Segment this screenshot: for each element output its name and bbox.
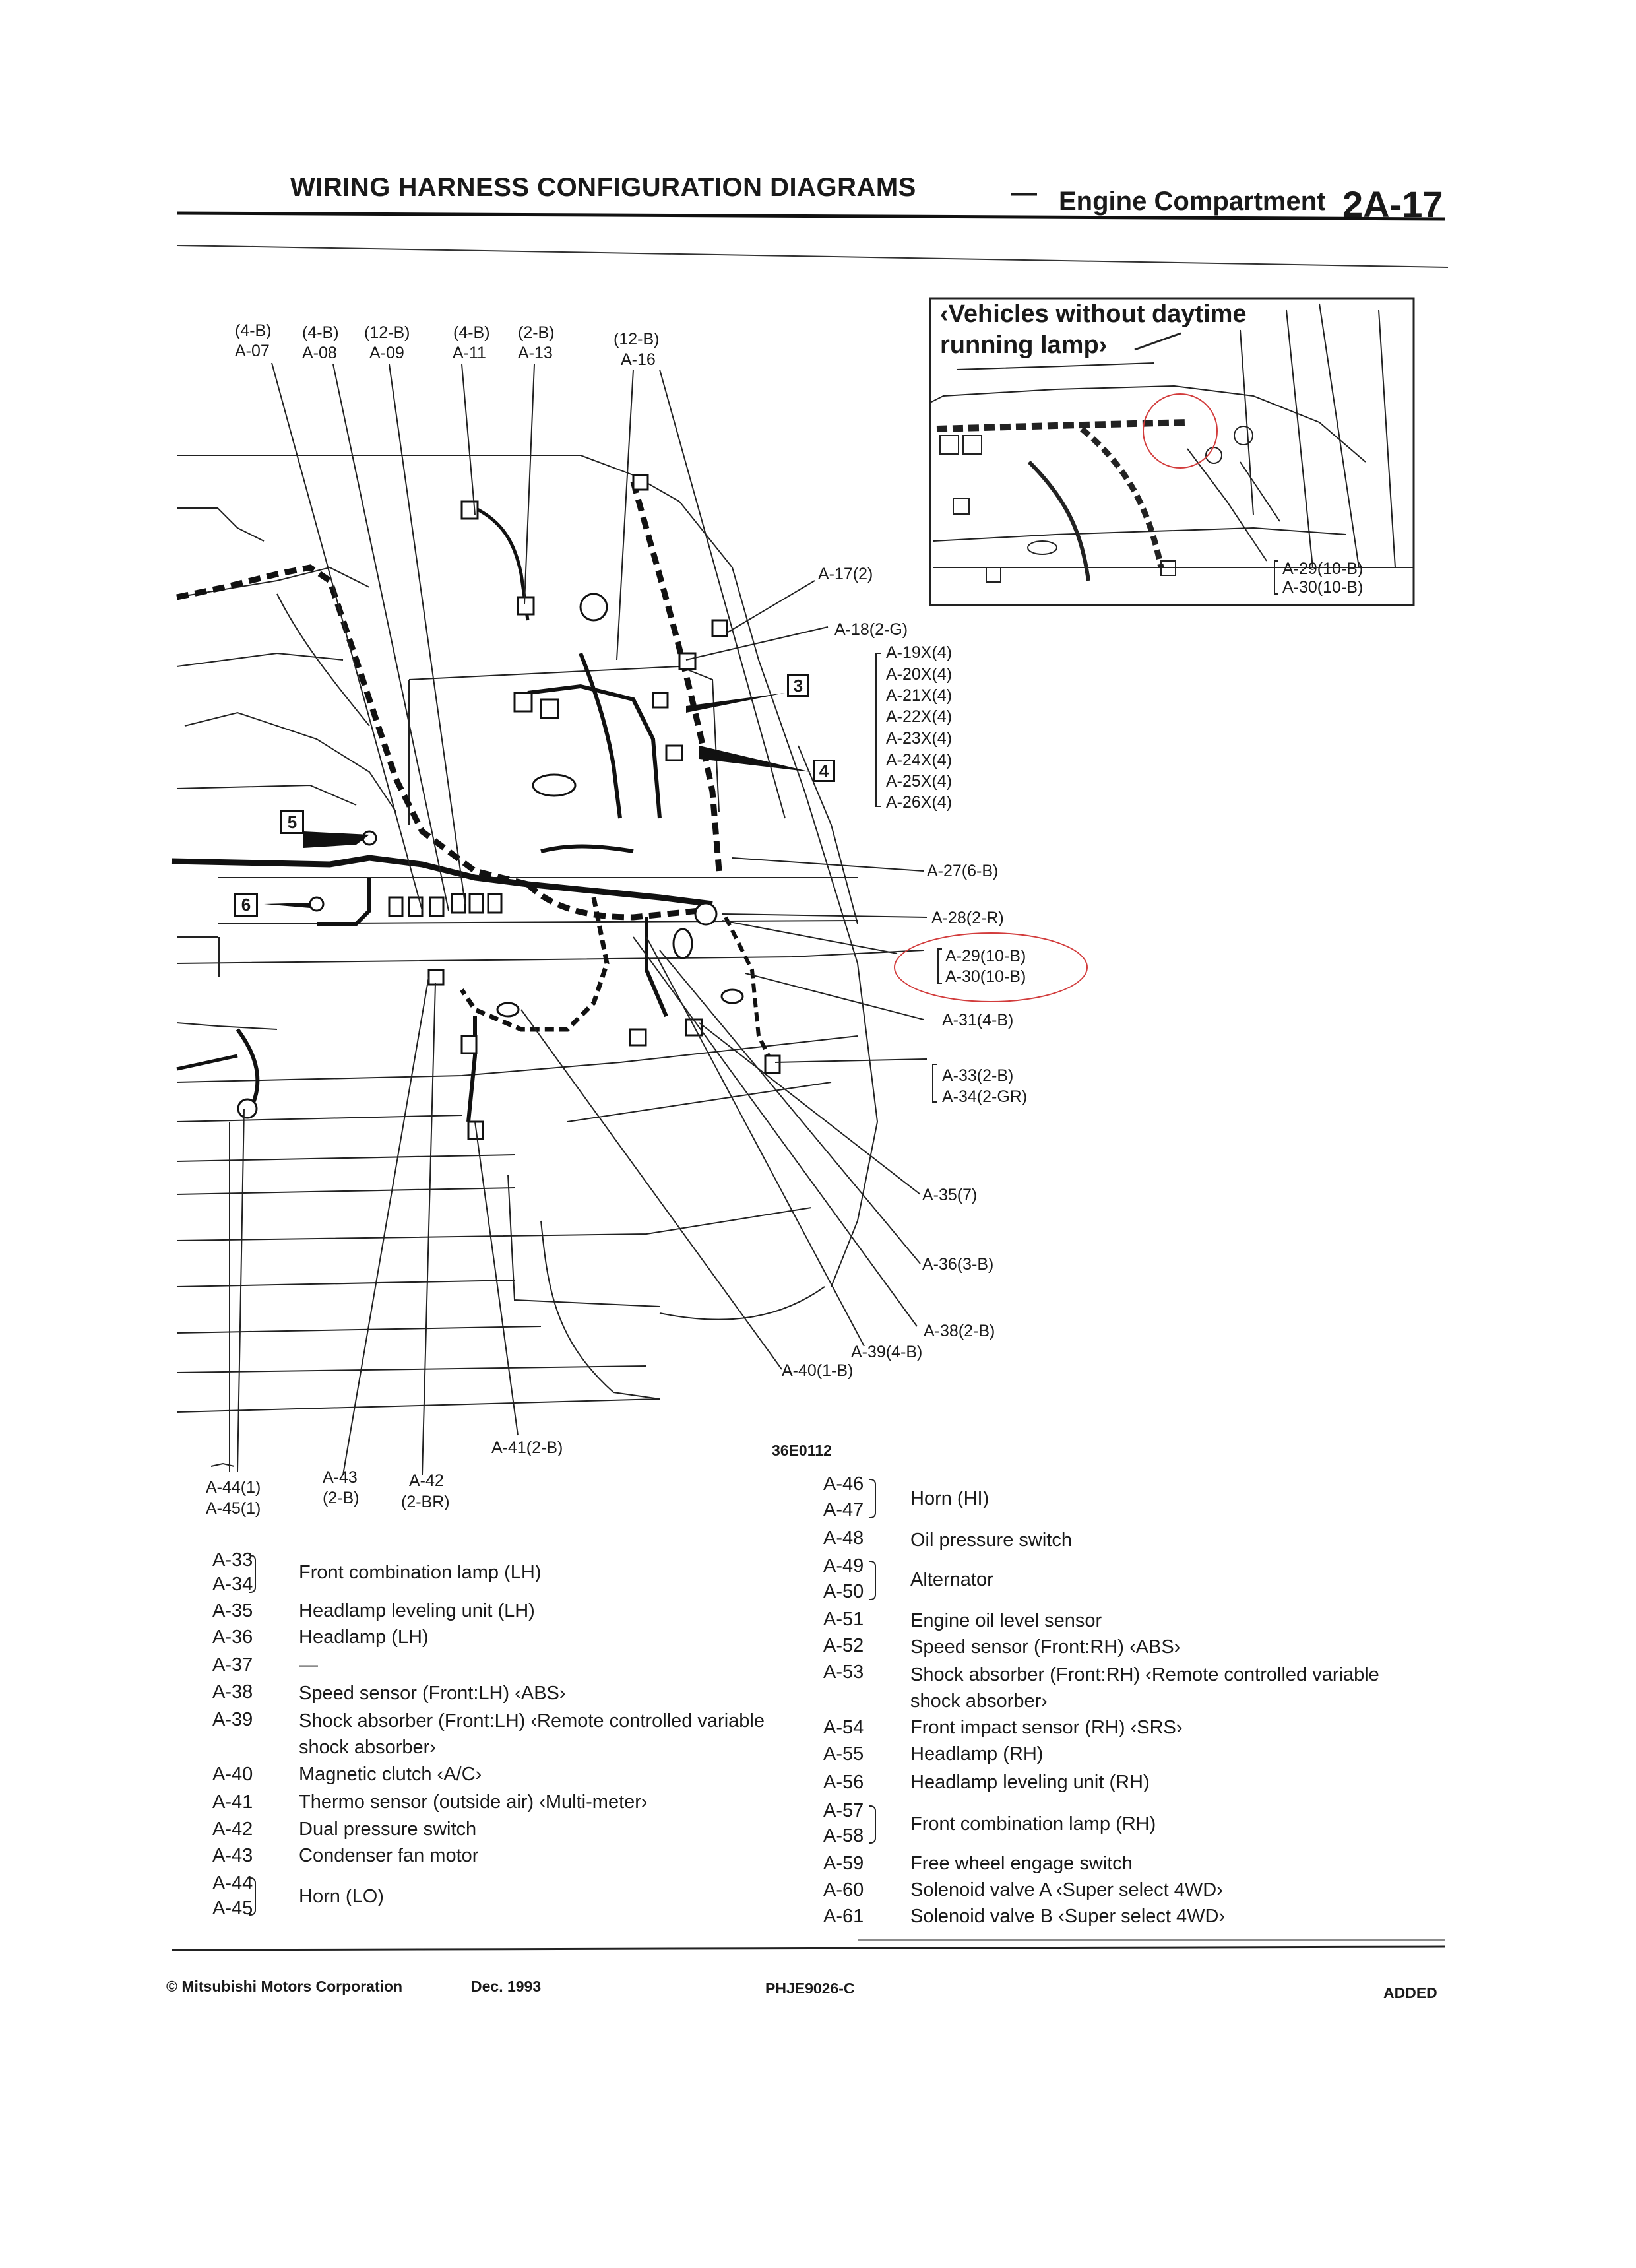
- legend-desc: Horn (LO): [299, 1886, 384, 1907]
- legend-code: A-54: [823, 1717, 864, 1738]
- footer-date: Dec. 1993: [471, 1978, 542, 1995]
- legend-desc: Thermo sensor (outside air) ‹Multi-meter›: [299, 1792, 648, 1813]
- legend-code: A-43: [212, 1845, 253, 1866]
- legend-desc: Front combination lamp (LH): [299, 1562, 542, 1583]
- right-label-a31: A-31(4-B): [942, 1011, 1014, 1029]
- legend-desc: Front impact sensor (RH) ‹SRS›: [910, 1717, 1183, 1738]
- right-label-a28: A-28(2-R): [931, 909, 1004, 927]
- legend-desc: Engine oil level sensor: [910, 1610, 1102, 1631]
- inset-label: A-29(10-B): [1282, 560, 1364, 578]
- right-group-33: A-33(2-B): [942, 1066, 1014, 1085]
- top-label-spec: (2-B): [518, 323, 555, 342]
- inset-title-line2: running lamp›: [940, 331, 1108, 359]
- legend-code: A-33: [212, 1549, 253, 1571]
- legend-desc: Alternator: [910, 1569, 993, 1590]
- right-label-a36: A-36(3-B): [922, 1255, 994, 1274]
- legend-code: A-52: [823, 1635, 864, 1656]
- right-label-a38: A-38(2-B): [924, 1322, 995, 1340]
- legend-desc: —: [299, 1654, 318, 1675]
- right-group-29: A-30(10-B): [945, 967, 1026, 986]
- legend-code: A-39: [212, 1709, 253, 1730]
- title-dash: —: [1011, 178, 1037, 207]
- top-label-code: A-09: [369, 344, 404, 362]
- legend-desc: Magnetic clutch ‹A/C›: [299, 1764, 482, 1785]
- top-label-code: A-16: [621, 350, 656, 369]
- callout-marker-5: 5: [280, 810, 304, 834]
- legend-code: A-56: [823, 1772, 864, 1793]
- legend-desc: Headlamp (RH): [910, 1743, 1044, 1765]
- legend-desc: Horn (HI): [910, 1488, 990, 1509]
- right-group-19: A-22X(4): [886, 707, 953, 726]
- legend-code: A-57: [823, 1800, 864, 1821]
- legend-desc: Speed sensor (Front:RH) ‹ABS›: [910, 1636, 1181, 1658]
- legend-desc: Solenoid valve B ‹Super select 4WD›: [910, 1906, 1226, 1927]
- right-label-a40: A-40(1-B): [782, 1361, 854, 1380]
- legend-code: A-61: [823, 1906, 864, 1927]
- legend-code: A-59: [823, 1853, 864, 1874]
- legend-desc: Headlamp (LH): [299, 1627, 429, 1648]
- bottom-label-a42-spec: (2-BR): [401, 1493, 450, 1511]
- legend-desc: Shock absorber (Front:LH) ‹Remote controlled variable: [299, 1710, 765, 1732]
- legend-desc: Headlamp leveling unit (RH): [910, 1772, 1150, 1793]
- top-label-code: A-13: [518, 344, 553, 362]
- legend-desc: Shock absorber (Front:RH) ‹Remote controlled variable: [910, 1664, 1379, 1685]
- right-group-29: A-29(10-B): [945, 947, 1026, 965]
- right-label-a27: A-27(6-B): [927, 862, 999, 880]
- legend-desc: Dual pressure switch: [299, 1819, 477, 1840]
- footer-doc-code: PHJE9026-C: [765, 1980, 855, 1997]
- legend-code: A-41: [212, 1792, 253, 1813]
- top-label-spec: (4-B): [235, 321, 272, 340]
- figure-code: 36E0112: [772, 1442, 832, 1459]
- legend-desc-cont: shock absorber›: [299, 1737, 436, 1758]
- legend-desc: Free wheel engage switch: [910, 1853, 1133, 1874]
- legend-code: A-53: [823, 1662, 864, 1683]
- top-label-spec: (12-B): [364, 323, 410, 342]
- legend-code: A-55: [823, 1743, 864, 1765]
- right-label-a35: A-35(7): [922, 1186, 978, 1204]
- legend-code: A-38: [212, 1681, 253, 1702]
- legend-desc-cont: shock absorber›: [910, 1691, 1048, 1712]
- legend-code: A-44: [212, 1873, 253, 1894]
- callout-marker-3: 3: [787, 674, 809, 697]
- footer-status: ADDED: [1383, 1984, 1437, 2001]
- legend-code: A-51: [823, 1609, 864, 1630]
- bottom-label-a43-code: A-43: [323, 1468, 358, 1487]
- inset-title-line1: ‹Vehicles without daytime: [940, 300, 1247, 328]
- right-group-19: A-26X(4): [886, 793, 953, 812]
- right-group-33: A-34(2-GR): [942, 1087, 1028, 1106]
- right-group-19: A-24X(4): [886, 751, 953, 769]
- bottom-label-a41: A-41(2-B): [491, 1439, 563, 1457]
- callout-marker-4: 4: [813, 760, 835, 782]
- right-label-a39: A-39(4-B): [851, 1343, 923, 1361]
- legend-desc: Oil pressure switch: [910, 1530, 1072, 1551]
- footer-copyright: © Mitsubishi Motors Corporation: [166, 1978, 403, 1995]
- top-label-code: A-11: [453, 344, 486, 362]
- page-title: WIRING HARNESS CONFIGURATION DIAGRAMS: [290, 173, 916, 202]
- legend-desc: Speed sensor (Front:LH) ‹ABS›: [299, 1683, 566, 1704]
- legend-code: A-42: [212, 1819, 253, 1840]
- legend-code: A-46: [823, 1474, 864, 1495]
- legend-code: A-37: [212, 1654, 253, 1675]
- right-group-19: A-21X(4): [886, 686, 953, 705]
- legend-desc: Solenoid valve A ‹Super select 4WD›: [910, 1879, 1223, 1900]
- legend-code: A-60: [823, 1879, 864, 1900]
- legend-code: A-48: [823, 1528, 864, 1549]
- top-label-code: A-08: [302, 344, 337, 362]
- legend-code: A-40: [212, 1764, 253, 1785]
- right-group-19: A-25X(4): [886, 772, 953, 791]
- bottom-group-44: A-45(1): [206, 1499, 261, 1518]
- legend-code: A-45: [212, 1898, 253, 1919]
- top-label-spec: (4-B): [302, 323, 339, 342]
- top-label-spec: (12-B): [614, 330, 660, 348]
- callout-marker-6: 6: [234, 893, 258, 917]
- legend-code: A-49: [823, 1555, 864, 1576]
- bottom-label-a42-code: A-42: [409, 1472, 444, 1490]
- legend-desc: Condenser fan motor: [299, 1845, 479, 1866]
- right-group-19: A-23X(4): [886, 729, 953, 748]
- bottom-label-a43-spec: (2-B): [323, 1489, 360, 1507]
- legend-code: A-34: [212, 1574, 253, 1595]
- legend-code: A-47: [823, 1499, 864, 1520]
- legend-desc: Headlamp leveling unit (LH): [299, 1600, 535, 1621]
- right-label-a17: A-17(2): [818, 565, 873, 583]
- legend-code: A-50: [823, 1581, 864, 1602]
- legend-code: A-36: [212, 1627, 253, 1648]
- legend-code: A-35: [212, 1600, 253, 1621]
- right-group-19: A-20X(4): [886, 665, 953, 684]
- inset-label: A-30(10-B): [1282, 578, 1364, 597]
- top-label-spec: (4-B): [453, 323, 490, 342]
- page-number: 2A-17: [1342, 183, 1443, 225]
- right-label-a18: A-18(2-G): [834, 620, 908, 639]
- bottom-group-44: A-44(1): [206, 1478, 261, 1497]
- legend-desc: Front combination lamp (RH): [910, 1813, 1156, 1834]
- top-label-code: A-07: [235, 342, 270, 360]
- legend-code: A-58: [823, 1825, 864, 1846]
- section-subtitle: Engine Compartment: [1059, 187, 1326, 216]
- right-group-19: A-19X(4): [886, 643, 953, 662]
